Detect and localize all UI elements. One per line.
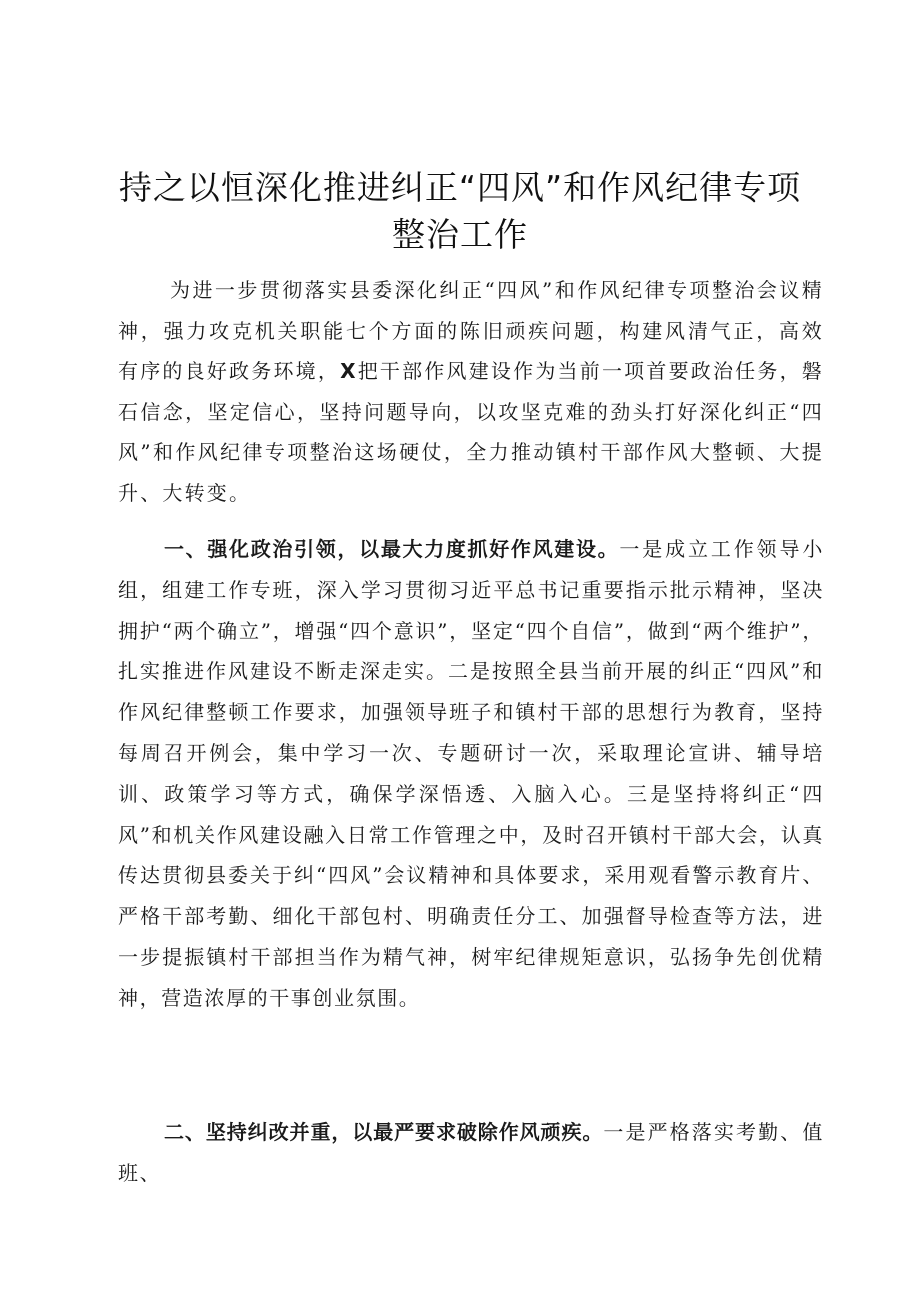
section-1-paragraph [118, 529, 824, 1019]
intro-text-before-mark: 为进一步贯彻落实县委深化纠正“四风”和作风纪律专项整治会议精神，强力攻克机关职能七个方面的陈旧顽疾问题，构建风清气正，高效有序的良好政务环境， [118, 278, 824, 384]
redacted-name-mark: X [340, 359, 358, 384]
section-2-heading: 二、坚持纠改并重，以最严要求破除作风顽疾。 [164, 1120, 604, 1144]
section-2-body: 一是严格落实考勤、值班、 [118, 1120, 825, 1185]
intro-text-after-mark: 把干部作风建设作为当前一项首要政治任务，磐石信念，坚定信心，坚持问题导向，以攻坚克难的劲头打好深化纠正“四风”和作风纪律专项整治这场硬仗，全力推动镇村干部作风大整顿、大提升、大转变。 [118, 359, 825, 505]
intro-paragraph [118, 270, 824, 514]
document-title-line-1: 持之以恒深化推进纠正“四风”和作风纪律专项 [118, 168, 802, 207]
document-title-line-2: 整治工作 [392, 215, 528, 254]
section-1-heading: 一、强化政治引领，以最大力度抓好作风建设。 [164, 537, 620, 561]
section-1-body: 一是成立工作领导小组，组建工作专班，深入学习贯彻习近平总书记重要指示批示精神，坚决拥护“两个确立”，增强“四个意识”，坚定“四个自信”，做到“两个维护”，扎实推进作风建设不断走深走实。二是按照全县当前开展的纠正“四风”和作风纪律整顿工作要求，加强领导班子和镇村干部的思想行为教育，坚持每周召开例会，集中学习一次、专题研讨一次，采取理论宣讲、辅导培训、政策学习等方式，确保学深悟透、入脑入心。三是坚持将纠正“四风”和机关作风建设融入日常工作管理之中，及时召开镇村干部大会，认真传达贯彻县委关于纠“四风”会议精神和具体要求，采用观看警示教育片、严格干部考勤、细化干部包村、明确责任分工、加强督导检查等方法，进一步提振镇村干部担当作为精气神，树牢纪律规矩意识，弘扬争先创优精神，营造浓厚的干事创业氛围。 [118, 537, 825, 1010]
section-2-paragraph [118, 1112, 824, 1194]
